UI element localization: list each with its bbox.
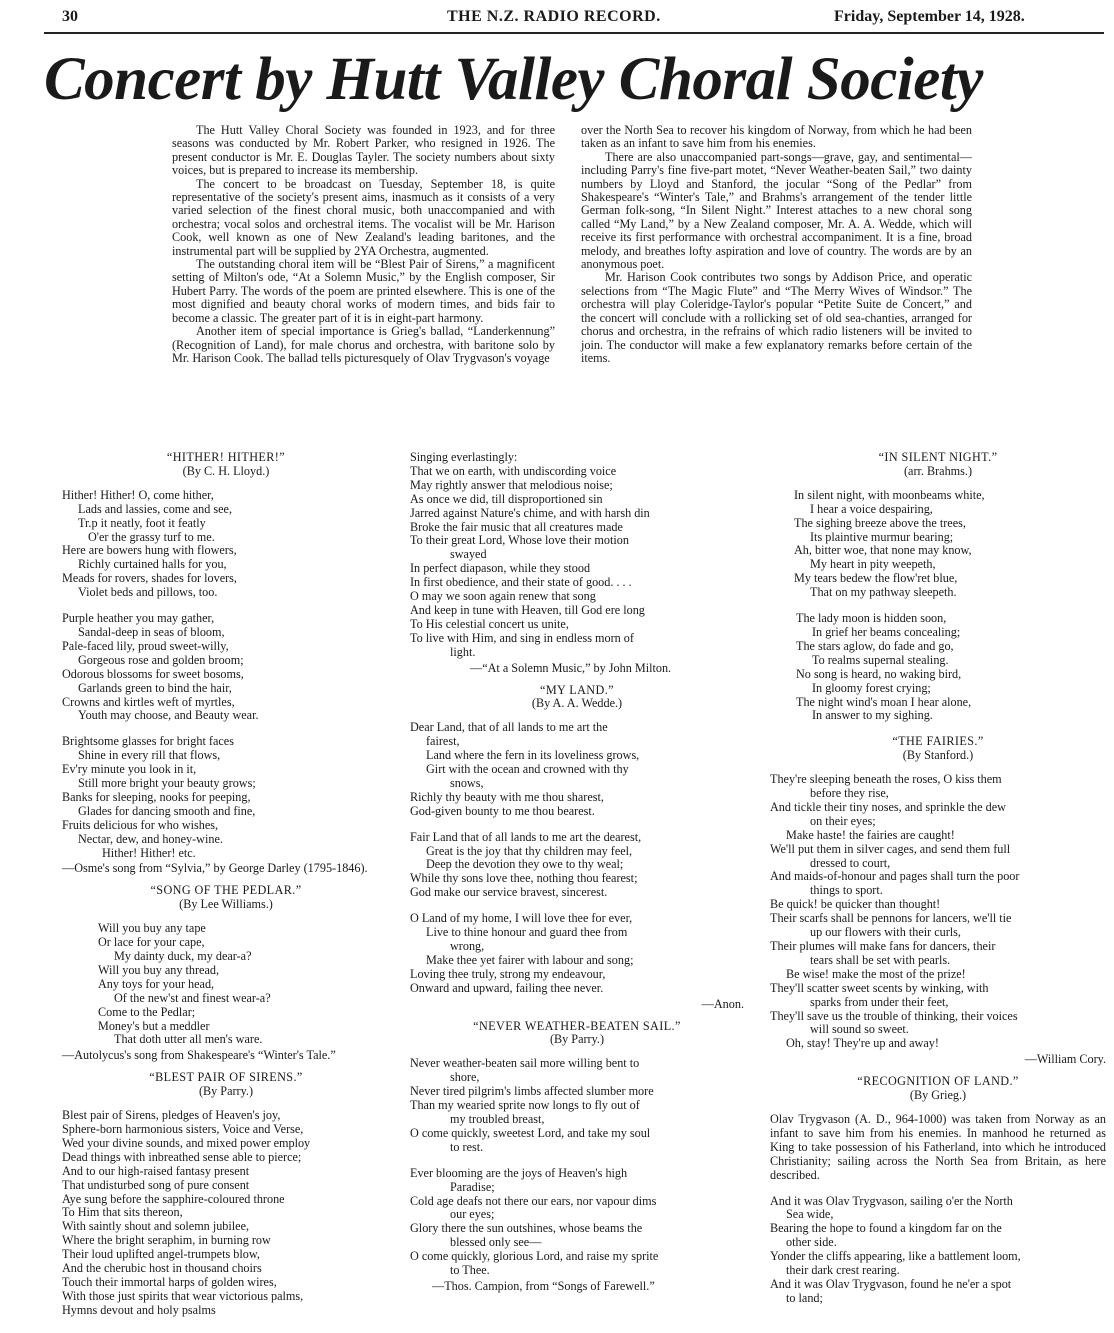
verse-line: I hear a voice despairing, (810, 501, 933, 516)
headline: Concert by Hutt Valley Choral Society (44, 46, 983, 113)
intro-paragraph: over the North Sea to recover his kingdom of Norway, from which he had been taken as an infant to save him from his enemies. (581, 123, 972, 151)
verse-line: To their great Lord, Whose love their motion (410, 533, 629, 548)
verse-line: Onward and upward, failing thee never. (410, 980, 604, 995)
verse-line: Hymns devout and holy psalms (62, 1302, 216, 1317)
verse-line: other side. (786, 1235, 837, 1250)
verse-line: Glory there the sun outshines, whose beams the (410, 1221, 643, 1236)
verse-line: O'er the grassy turf to me. (88, 529, 215, 544)
verse-line: their dark crest rearing. (786, 1263, 900, 1278)
poem-source: —“At a Solemn Music,” by John Milton. (470, 660, 672, 675)
verse-line: The stars aglow, do fade and go, (796, 638, 954, 653)
verse-line: swayed (450, 547, 487, 562)
verse-line: Its plaintive murmur bearing; (810, 529, 954, 544)
verse-line: Dear Land, that of all lands to me art the (410, 720, 608, 735)
verse-line: God make our service bravest, sincerest. (410, 885, 608, 900)
verse-line: As once we did, till disproportioned sin (410, 491, 603, 506)
verse-line: Aye sung before the sapphire-coloured throne (62, 1191, 285, 1206)
verse-line: Will you buy any tape (98, 921, 206, 936)
verse-line: Blest pair of Sirens, pledges of Heaven's joy, (62, 1108, 281, 1123)
verse-line: O Land of my home, I will love thee for ever, (410, 911, 633, 926)
poem-byline: (arr. Brahms.) (903, 463, 973, 478)
verse-line: Deep the devotion they owe to thy weal; (426, 857, 624, 872)
verse-line: No song is heard, no waking bird, (796, 666, 962, 681)
verse-line: Odorous blossoms for sweet bosoms, (62, 666, 244, 681)
verse-line: That doth utter all men's ware. (114, 1032, 263, 1047)
verse-line: Ever blooming are the joys of Heaven's high (410, 1165, 628, 1180)
verse-line: Of the new'st and finest wear-a? (114, 990, 271, 1005)
stanza (62, 489, 390, 600)
poem-column-1 (62, 451, 390, 1318)
verse-line: Sea wide, (786, 1207, 834, 1222)
poem-title: “NEVER WEATHER-BEATEN SAIL.” (473, 1018, 681, 1033)
verse-line: Pale-faced lily, proud sweet-willy, (62, 638, 229, 653)
verse-line: O come quickly, sweetest Lord, and take my soul (410, 1125, 651, 1140)
verse-line: While thy sons love thee, nothing thou fearest; (410, 871, 638, 886)
verse-line: to rest. (450, 1139, 484, 1154)
verse-line: Nectar, dew, and honey-wine. (78, 831, 223, 846)
stanza (770, 612, 1106, 723)
poem-byline: (By Parry.) (549, 1032, 605, 1047)
verse-line: Or lace for your cape, (98, 935, 205, 950)
poem-title: “IN SILENT NIGHT.” (878, 450, 998, 464)
verse-line: God-given bounty to me thou bearest. (410, 803, 595, 818)
verse-line: To Him that sits thereon, (62, 1205, 183, 1220)
verse-line: Here are bowers hung with flowers, (62, 543, 237, 558)
poem-source: —William Cory. (1024, 1052, 1106, 1067)
verse-line: My tears bedew the flow'ret blue, (794, 571, 958, 586)
verse-line: Brightsome glasses for bright faces (62, 734, 234, 749)
verse-line: Will you buy any thread, (98, 962, 220, 977)
verse-line: Than my wearied sprite now longs to fly out of (410, 1098, 640, 1113)
verse-line: Come to the Pedlar; (98, 1004, 196, 1019)
verse-line: fairest, (426, 734, 460, 749)
verse-line: In perfect diapason, while they stood (410, 561, 591, 576)
poem-column-3 (770, 451, 1106, 1306)
header-rule (44, 32, 1104, 34)
verse-line: Where the bright seraphim, in burning row (62, 1233, 271, 1248)
verse-line: Hither! Hither! O, come hither, (62, 487, 214, 502)
verse-line: To live with Him, and sing in endless morn of (410, 630, 634, 645)
intro-column-left (172, 124, 555, 365)
verse-line: Be quick! be quicker than thought! (770, 897, 941, 912)
verse-line: Live to thine honour and guard thee from (426, 925, 628, 940)
verse-line: O may we soon again renew that song (410, 589, 596, 604)
verse-line: Paradise; (450, 1179, 495, 1194)
verse-line: Bearing the hope to found a kingdom far on the (770, 1221, 1002, 1236)
verse-line: Purple heather you may gather, (62, 611, 215, 626)
verse-line: My heart in pity weepeth, (810, 557, 936, 572)
page-header (0, 6, 1114, 32)
stanza (410, 1057, 744, 1154)
verse-line: things to sport. (810, 883, 883, 898)
verse-line: Broke the fair music that all creatures made (410, 519, 623, 534)
poem-column-2 (410, 451, 744, 1302)
verse-line: To His celestial concert us unite, (410, 616, 569, 631)
verse-line: Wed your divine sounds, and mixed power employ (62, 1135, 311, 1150)
verse-line: Hither! Hither! etc. (102, 845, 196, 860)
verse-line: That undisturbed song of pure consent (62, 1177, 250, 1192)
verse-line: Crowns and kirtles weft of myrtles, (62, 694, 235, 709)
poem-source: —Osme's song from “Sylvia,” by George Darley (1795-1846). (62, 861, 368, 876)
verse-line: Still more bright your beauty grows; (78, 776, 256, 791)
stanza (770, 489, 1106, 600)
verse-line: Be wise! make the most of the prize! (786, 966, 966, 981)
verse-line: With those just spirits that wear victorious palms, (62, 1288, 304, 1303)
poem-byline: (By Stanford.) (902, 748, 974, 763)
verse-line: Oh, stay! They're up and away! (786, 1036, 939, 1051)
verse-line: The sighing breeze above the trees, (794, 515, 966, 530)
verse-line: will sound so sweet. (810, 1022, 909, 1037)
verse-line: Youth may choose, and Beauty wear. (78, 708, 259, 723)
poem-title: “HITHER! HITHER!” (166, 450, 286, 464)
verse-line: on their eyes; (810, 813, 876, 828)
verse-line: Shine in every rill that flows, (78, 748, 221, 763)
verse-line: Money's but a meddler (98, 1018, 210, 1033)
verse-line: Violet beds and pillows, too. (78, 585, 218, 600)
verse-line: Fair Land that of all lands to me art the dearest, (410, 829, 642, 844)
verse-line: Richly thy beauty with me thou sharest, (410, 789, 604, 804)
verse-line: Garlands green to bind the hair, (78, 680, 232, 695)
intro-paragraph: Another item of special importance is Grieg's ballad, “Landerkennung” (Recognition of Land), for male chorus and orchestra, with baritone solo by Mr. Harison Cook. The ballad tells picturesquely of Olav Trygvason's voyage (172, 324, 555, 365)
verse-line: Banks for sleeping, nooks for peeping, (62, 789, 251, 804)
stanza (62, 1109, 390, 1318)
verse-line: Make thee yet fairer with labour and song; (426, 952, 634, 967)
issue-date: Friday, September 14, 1928. (834, 8, 1025, 25)
verse-line: before they rise, (810, 786, 889, 801)
verse-line: And the cherubic host in thousand choirs (62, 1261, 262, 1276)
verse-line: And to our high-raised fantasy present (62, 1163, 250, 1178)
verse-line: wrong, (450, 939, 485, 953)
verse-line: May rightly answer that melodious noise; (410, 477, 613, 492)
verse-line: to land; (786, 1290, 823, 1305)
verse-line: Cold age deafs not there our ears, nor vapour dims (410, 1193, 657, 1208)
poem-title: “RECOGNITION OF LAND.” (857, 1074, 1019, 1089)
poem-byline: (By C. H. Lloyd.) (182, 463, 270, 478)
poem-byline: (By Lee Williams.) (179, 897, 273, 912)
stanza (410, 1167, 744, 1278)
verse-line: My dainty duck, my dear-a? (114, 949, 252, 963)
verse-line: In grief her beams concealing; (812, 624, 961, 639)
stanza (410, 721, 744, 818)
verse-line: Make haste! the fairies are caught! (786, 827, 955, 842)
intro-paragraph: The Hutt Valley Choral Society was founded in 1923, and for three seasons was conducted by Mr. Robert Parker, who resigned in 1926. The present conductor is Mr. E. Douglas Tayler. The society numbers about sixty voices, but is prepared to increase its membership. (172, 123, 555, 178)
poem-title: “MY LAND.” (540, 682, 614, 697)
verse-line: Land where the fern in its loveliness grows, (426, 748, 640, 763)
verse-line: With saintly shout and solemn jubilee, (62, 1219, 250, 1234)
intro-paragraph: There are also unaccompanied part-songs—grave, gay, and sentimental—including Parry's fine five-part motet, “Never Weather-beaten Sail,” two dainty numbers by Lloyd and Stanford, the jocular “Song of the Pedlar” from Shakespeare's “Winter's Tale,” and Brahms's arrangement of the tender little German folk-song, “In Silent Night.” Interest attaches to a new choral song called “My Land,” by a New Zealand composer, Mr. A. A. Wedde, which will receive its first performance with orchestral accompaniment. It is a fine, broad melody, and breathes lofty aspiration and love of country. The words are by an anonymous poet. (581, 149, 972, 272)
verse-line: And tickle their tiny noses, and sprinkle the dew (770, 799, 1006, 814)
verse-line: my troubled breast, (450, 1111, 545, 1126)
verse-line: The lady moon is hidden soon, (796, 611, 947, 626)
intro-column-right (581, 124, 972, 365)
verse-line: O come quickly, glorious Lord, and raise my sprite (410, 1249, 659, 1264)
stanza (410, 831, 744, 901)
verse-line: In silent night, with moonbeams white, (794, 487, 985, 502)
intro-paragraph: The concert to be broadcast on Tuesday, September 18, is quite representative of the society's present aims, inasmuch as it consists of a very varied selection of the finest choral music, both unaccompanied and with orchestra; vocal solos and orchestral items. The vocalist will be Mr. Harison Cook, well known as one of New Zealand's leading baritones, and the instrumental part will be supplied by 2YA Orchestra, augmented. (172, 176, 555, 258)
stanza (62, 735, 390, 860)
verse-line: The night wind's moan I hear alone, (796, 694, 972, 709)
verse-line: Sandal-deep in seas of bloom, (78, 624, 225, 639)
verse-line: Their plumes will make fans for dancers, their (770, 939, 996, 953)
verse-line: That we on earth, with undiscording voice (410, 463, 617, 478)
verse-line: Meads for rovers, shades for lovers, (62, 571, 237, 586)
verse-line: And keep in tune with Heaven, till God ere long (410, 602, 645, 617)
stanza (62, 612, 390, 723)
verse-line: They'll scatter sweet scents by winking, with (770, 980, 989, 995)
stanza (62, 922, 390, 1047)
verse-line: up our flowers with their curls, (810, 925, 961, 940)
verse-line: Ah, bitter woe, that none may know, (794, 543, 972, 558)
verse-line: They'll save us the trouble of thinking, their voices (770, 1008, 1018, 1023)
verse-line: Glades for dancing smooth and fine, (78, 803, 256, 818)
intro-paragraph: Mr. Harison Cook contributes two songs by Addison Price, and operatic selections from “The Magic Flute” and “The Merry Wives of Windsor.” The orchestra will play Coleridge-Taylor's popular “Petite Suite de Concert,” and the concert will conclude with a rollicking set of old sea-chanties, arranged for chorus and orchestra, in the refrains of which radio listeners will be invited to join. The conductor will make a few explanatory remarks before certain of the items. (581, 270, 972, 365)
stanza (410, 912, 744, 995)
poem-title: “BLEST PAIR OF SIRENS.” (149, 1070, 303, 1085)
verse-line: In first obedience, and their state of good. . . . (410, 575, 632, 590)
verse-line: Yonder the cliffs appearing, like a battlement loom, (770, 1249, 1021, 1264)
verse-line: Lads and lassies, come and see, (78, 501, 232, 516)
verse-line: to Thee. (450, 1263, 490, 1278)
stanza (410, 451, 744, 660)
verse-line: Their loud uplifted angel-trumpets blow, (62, 1247, 260, 1262)
verse-line: Richly curtained halls for you, (78, 557, 227, 572)
verse-line: Never tired pilgrim's limbs affected slumber more (410, 1084, 654, 1099)
verse-line: Their scarfs shall be pennons for lancers, we'll tie (770, 911, 1012, 926)
verse-line: shore, (450, 1070, 480, 1085)
verse-line: Singing everlastingly: (410, 450, 518, 464)
verse-line: Loving thee truly, strong my endeavour, (410, 966, 606, 981)
page-number: 30 (62, 8, 78, 25)
verse-line: And it was Olav Trygvason, sailing o'er the North (770, 1193, 1013, 1208)
verse-line: We'll put them in silver cages, and send them full (770, 841, 1011, 856)
verse-line: our eyes; (450, 1207, 495, 1222)
verse-line: Jarred against Nature's chime, and with harsh din (410, 505, 650, 520)
verse-line: Touch their immortal harps of golden wires, (62, 1274, 277, 1289)
verse-line: And maids-of-honour and pages shall turn the poor (770, 869, 1020, 884)
verse-line: Tr.p it neatly, foot it featly (78, 515, 206, 530)
poem-byline: (By Grieg.) (909, 1088, 967, 1103)
verse-line: Ev'ry minute you look in it, (62, 762, 197, 777)
verse-line: blessed only see— (450, 1235, 542, 1250)
poem-source: —Autolycus's song from Shakespeare's “Winter's Tale.” (62, 1048, 336, 1063)
intro-paragraph: The outstanding choral item will be “Blest Pair of Sirens,” a magnificent setting of Milton's ode, “At a Solemn Music,” by the English composer, Sir Hubert Parry. The words of the poem are printed elsewhere. This is one of the most dignified and beauty choral works of modern times, and bids fair to become a classic. The greater part of it is in eight-part harmony. (172, 257, 555, 325)
stanza (770, 773, 1106, 1051)
verse-line: Girt with the ocean and crowned with thy (426, 762, 629, 777)
verse-line: Dead things with inbreathed sense able to pierce; (62, 1149, 302, 1164)
poem-source: —Anon. (701, 996, 744, 1011)
poem-source: —Thos. Campion, from “Songs of Farewell.” (432, 1278, 655, 1293)
poem-title: “THE FAIRIES.” (892, 734, 984, 749)
verse-line: And it was Olav Trygvason, found he ne'er a spot (770, 1276, 1012, 1291)
verse-line: light. (450, 644, 476, 659)
verse-line: They're sleeping beneath the roses, O kiss them (770, 772, 1002, 787)
verse-line: tears shall be set with pearls. (810, 952, 951, 967)
poem-title: “SONG OF THE PEDLAR.” (150, 883, 302, 898)
poem-byline: (By Parry.) (198, 1084, 254, 1099)
verse-line: Gorgeous rose and golden broom; (78, 652, 244, 667)
verse-line: dressed to court, (810, 855, 891, 870)
verse-line: In gloomy forest crying; (812, 680, 931, 695)
verse-line: snows, (450, 775, 484, 790)
masthead: THE N.Z. RADIO RECORD. (447, 8, 661, 25)
verse-line: Great is the joy that thy children may feel, (426, 843, 633, 858)
verse-line: To realms supernal stealing. (812, 652, 949, 667)
intro-prose: Olav Trygvason (A. D., 964-1000) was taken from Norway as an infant to save him from his enemies. In manhood he returned as King to take possession of his Fatherland, into which he introduced Christianity; sailing across the North Sea from Britain, as here described. (770, 1111, 1106, 1182)
verse-line: Fruits delicious for who wishes, (62, 817, 219, 832)
verse-line: Never weather-beaten sail more willing bent to (410, 1056, 640, 1071)
poem-byline: (By A. A. Wedde.) (531, 696, 623, 711)
verse-line: sparks from under their feet, (810, 994, 949, 1009)
verse-line: Sphere-born harmonious sisters, Voice and Verse, (62, 1121, 304, 1136)
stanza (770, 1195, 1106, 1306)
verse-line: That on my pathway sleepeth. (810, 585, 957, 600)
verse-line: Any toys for your head, (98, 976, 215, 991)
verse-line: In answer to my sighing. (812, 708, 933, 723)
